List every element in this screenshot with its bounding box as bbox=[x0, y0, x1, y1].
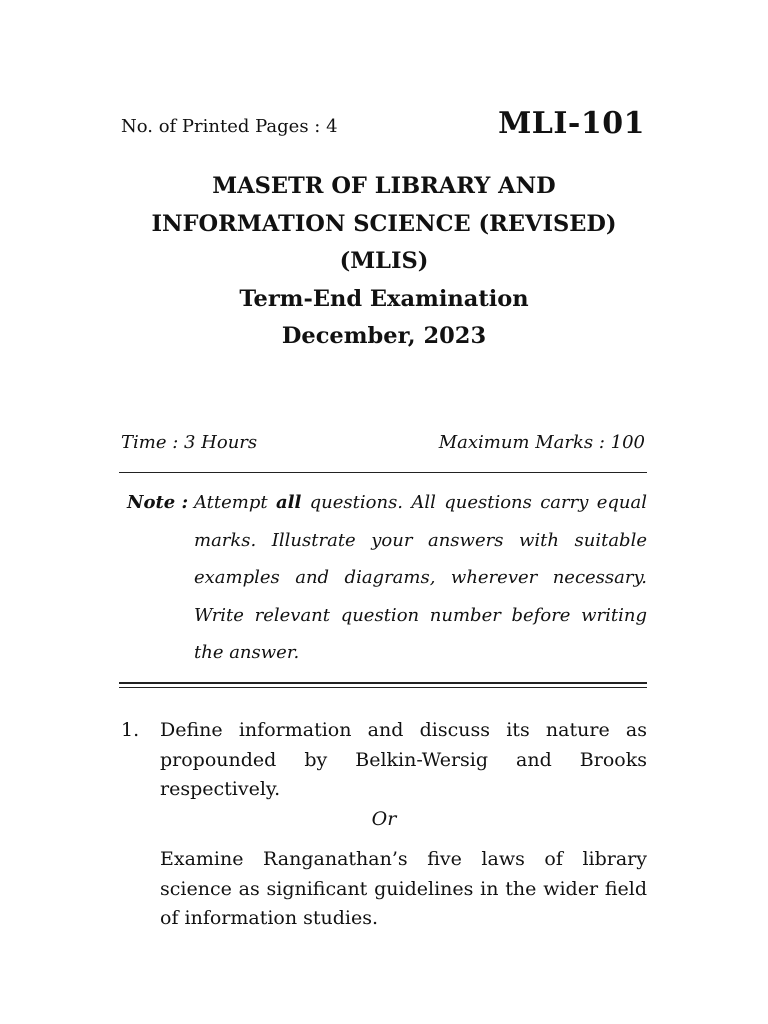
exam-max-marks: Maximum Marks : 100 bbox=[438, 432, 645, 453]
question-text: Define information and discuss its nature as propounded by Belkin-Wersig and Brooks respectively. bbox=[160, 719, 647, 800]
title-line-2: INFORMATION SCIENCE (REVISED) bbox=[151, 210, 617, 237]
question-or-label: Or bbox=[371, 808, 397, 830]
note-text bbox=[194, 484, 647, 672]
note-text-bold: all bbox=[275, 492, 302, 513]
divider-double bbox=[119, 682, 647, 688]
note-text-after: questions. All questions carry equal marks. Illustrate your answers with suitable examples and diagrams, wherever necessary. Write relevant question number before writing the answer. bbox=[194, 492, 647, 663]
question-number: 1. bbox=[121, 719, 140, 741]
title-line-1: MASETR OF LIBRARY AND bbox=[212, 173, 556, 199]
exam-duration: Time : 3 Hours bbox=[121, 432, 258, 453]
note-text-before: Attempt bbox=[194, 492, 276, 513]
title-line-5: December, 2023 bbox=[281, 323, 487, 349]
title-line-4: Term-End Examination bbox=[239, 285, 529, 312]
note-label: Note : bbox=[127, 492, 189, 513]
course-code: MLI-101 bbox=[498, 106, 645, 141]
exam-title bbox=[0, 168, 768, 356]
printed-pages-count: No. of Printed Pages : 4 bbox=[121, 116, 338, 137]
title-line-3: (MLIS) bbox=[339, 248, 429, 274]
divider-single bbox=[119, 472, 647, 473]
question-alternative-text: Examine Ranganathan’s five laws of library science as significant guidelines in the wider field of information studies. bbox=[160, 848, 647, 929]
page-header bbox=[121, 106, 647, 146]
